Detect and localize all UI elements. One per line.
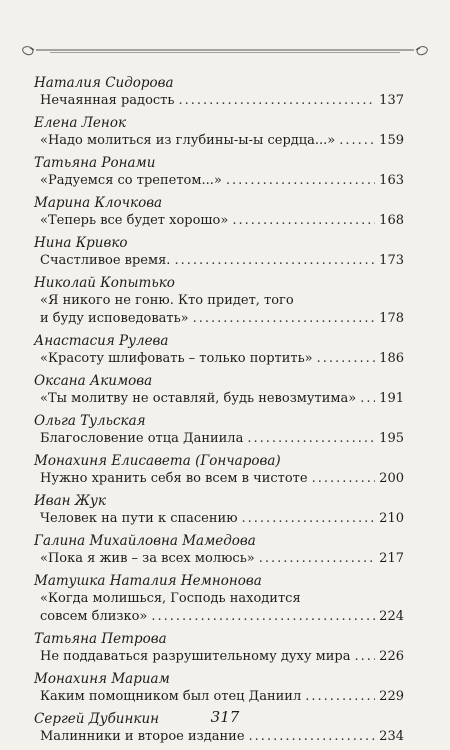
header-ornament	[20, 40, 430, 60]
toc-entry	[34, 234, 404, 270]
entry-page: 234	[379, 729, 404, 744]
dot-leader	[339, 132, 375, 150]
page-number: 317	[210, 708, 240, 726]
entry-title: «Когда молишься, Господь находится	[40, 591, 301, 606]
entry-title: Нужно хранить себя во всем в чистоте	[40, 471, 308, 486]
entry-title: Нечаянная радость	[40, 93, 175, 108]
entry-author: Нина Кривко	[34, 235, 128, 251]
entry-author: Ольга Тульская	[34, 413, 146, 429]
entry-title-line	[34, 648, 404, 666]
entry-title: Счастливое время.	[40, 253, 171, 268]
entry-page: 210	[379, 511, 404, 526]
entry-author: Анастасия Рулева	[34, 333, 169, 349]
entry-page: 186	[379, 351, 404, 366]
entry-page: 137	[379, 93, 404, 108]
entry-page: 226	[379, 649, 404, 664]
entry-title: и буду исповедовать»	[40, 311, 189, 326]
entry-page: 159	[379, 133, 404, 148]
table-of-contents	[34, 74, 404, 750]
entry-title-line	[34, 688, 404, 706]
entry-title: «Радуемся со трепетом...»	[40, 173, 222, 188]
entry-title: Каким помощником был отец Даниил	[40, 689, 302, 704]
entry-author: Наталия Сидорова	[34, 75, 174, 91]
entry-title: Не поддаваться разрушительному духу мира	[40, 649, 351, 664]
entry-page: 173	[379, 253, 404, 268]
entry-title: Малинники и второе издание	[40, 729, 245, 744]
entry-author: Татьяна Ронами	[34, 155, 156, 171]
toc-entry	[34, 630, 404, 666]
dot-leader	[247, 430, 375, 448]
dot-leader	[193, 310, 376, 328]
dot-leader	[226, 172, 375, 190]
dot-leader	[232, 212, 375, 230]
toc-entry	[34, 412, 404, 448]
entry-author: Николай Копытько	[34, 275, 175, 291]
entry-author: Иван Жук	[34, 493, 106, 509]
entry-author: Сергей Дубинкин	[34, 711, 160, 727]
toc-entry	[34, 332, 404, 368]
entry-title-line	[34, 728, 404, 746]
entry-page: 178	[379, 311, 404, 326]
dot-leader	[354, 648, 375, 666]
entry-author: Татьяна Петрова	[34, 631, 167, 647]
entry-title-line	[34, 252, 404, 270]
entry-title-line	[34, 590, 404, 608]
entry-title-line	[34, 212, 404, 230]
toc-entry	[34, 154, 404, 190]
toc-entry	[34, 114, 404, 150]
entry-title: «Ты молитву не оставляй, будь невозмутима»	[40, 391, 357, 406]
entry-title-line	[34, 470, 404, 488]
entry-author: Монахиня Елисавета (Гончарова)	[34, 453, 281, 469]
entry-title: совсем близко»	[40, 609, 148, 624]
entry-author: Оксана Акимова	[34, 373, 153, 389]
toc-entry	[34, 572, 404, 626]
entry-title: «Я никого не гоню. Кто придет, того	[40, 293, 294, 308]
entry-page: 224	[379, 609, 404, 624]
dot-leader	[151, 608, 375, 626]
entry-title: «Надо молиться из глубины-ы-ы сердца...»	[40, 133, 336, 148]
entry-page: 200	[379, 471, 404, 486]
entry-title-line	[34, 292, 404, 310]
toc-entry	[34, 532, 404, 568]
entry-title: «Пока я жив – за всех молюсь»	[40, 551, 255, 566]
toc-entry	[34, 452, 404, 488]
entry-title-line	[34, 510, 404, 528]
entry-title-line	[34, 390, 404, 408]
toc-entry	[34, 372, 404, 408]
entry-author: Монахиня Мариам	[34, 671, 170, 687]
entry-page: 217	[379, 551, 404, 566]
entry-author: Марина Клочкова	[34, 195, 163, 211]
entry-title-line	[34, 550, 404, 568]
entry-title: «Красоту шлифовать – только портить»	[40, 351, 313, 366]
toc-entry	[34, 274, 404, 328]
entry-author: Матушка Наталия Немнонова	[34, 573, 262, 589]
entry-author: Галина Михайловна Мамедова	[34, 533, 256, 549]
entry-page: 163	[379, 173, 404, 188]
entry-title-line	[34, 310, 404, 328]
entry-title: Человек на пути к спасению	[40, 511, 238, 526]
toc-entry	[34, 492, 404, 528]
entry-title-line	[34, 608, 404, 626]
dot-leader	[174, 252, 375, 270]
entry-page: 168	[379, 213, 404, 228]
dot-leader	[360, 390, 375, 408]
toc-entry	[34, 74, 404, 110]
toc-entry	[34, 670, 404, 706]
entry-page: 229	[379, 689, 404, 704]
dot-leader	[178, 92, 375, 110]
entry-title-line	[34, 350, 404, 368]
entry-author: Елена Ленок	[34, 115, 127, 131]
dot-leader	[312, 470, 376, 488]
dot-leader	[249, 728, 376, 746]
entry-title-line	[34, 92, 404, 110]
toc-entry	[34, 194, 404, 230]
entry-title-line	[34, 132, 404, 150]
entry-title-line	[34, 430, 404, 448]
dot-leader	[317, 350, 376, 368]
entry-title: Благословение отца Даниила	[40, 431, 244, 446]
dot-leader	[242, 510, 376, 528]
entry-title: «Теперь все будет хорошо»	[40, 213, 229, 228]
entry-page: 191	[379, 391, 404, 406]
entry-title-line	[34, 172, 404, 190]
entry-page: 195	[379, 431, 404, 446]
dot-leader	[259, 550, 375, 568]
dot-leader	[305, 688, 375, 706]
